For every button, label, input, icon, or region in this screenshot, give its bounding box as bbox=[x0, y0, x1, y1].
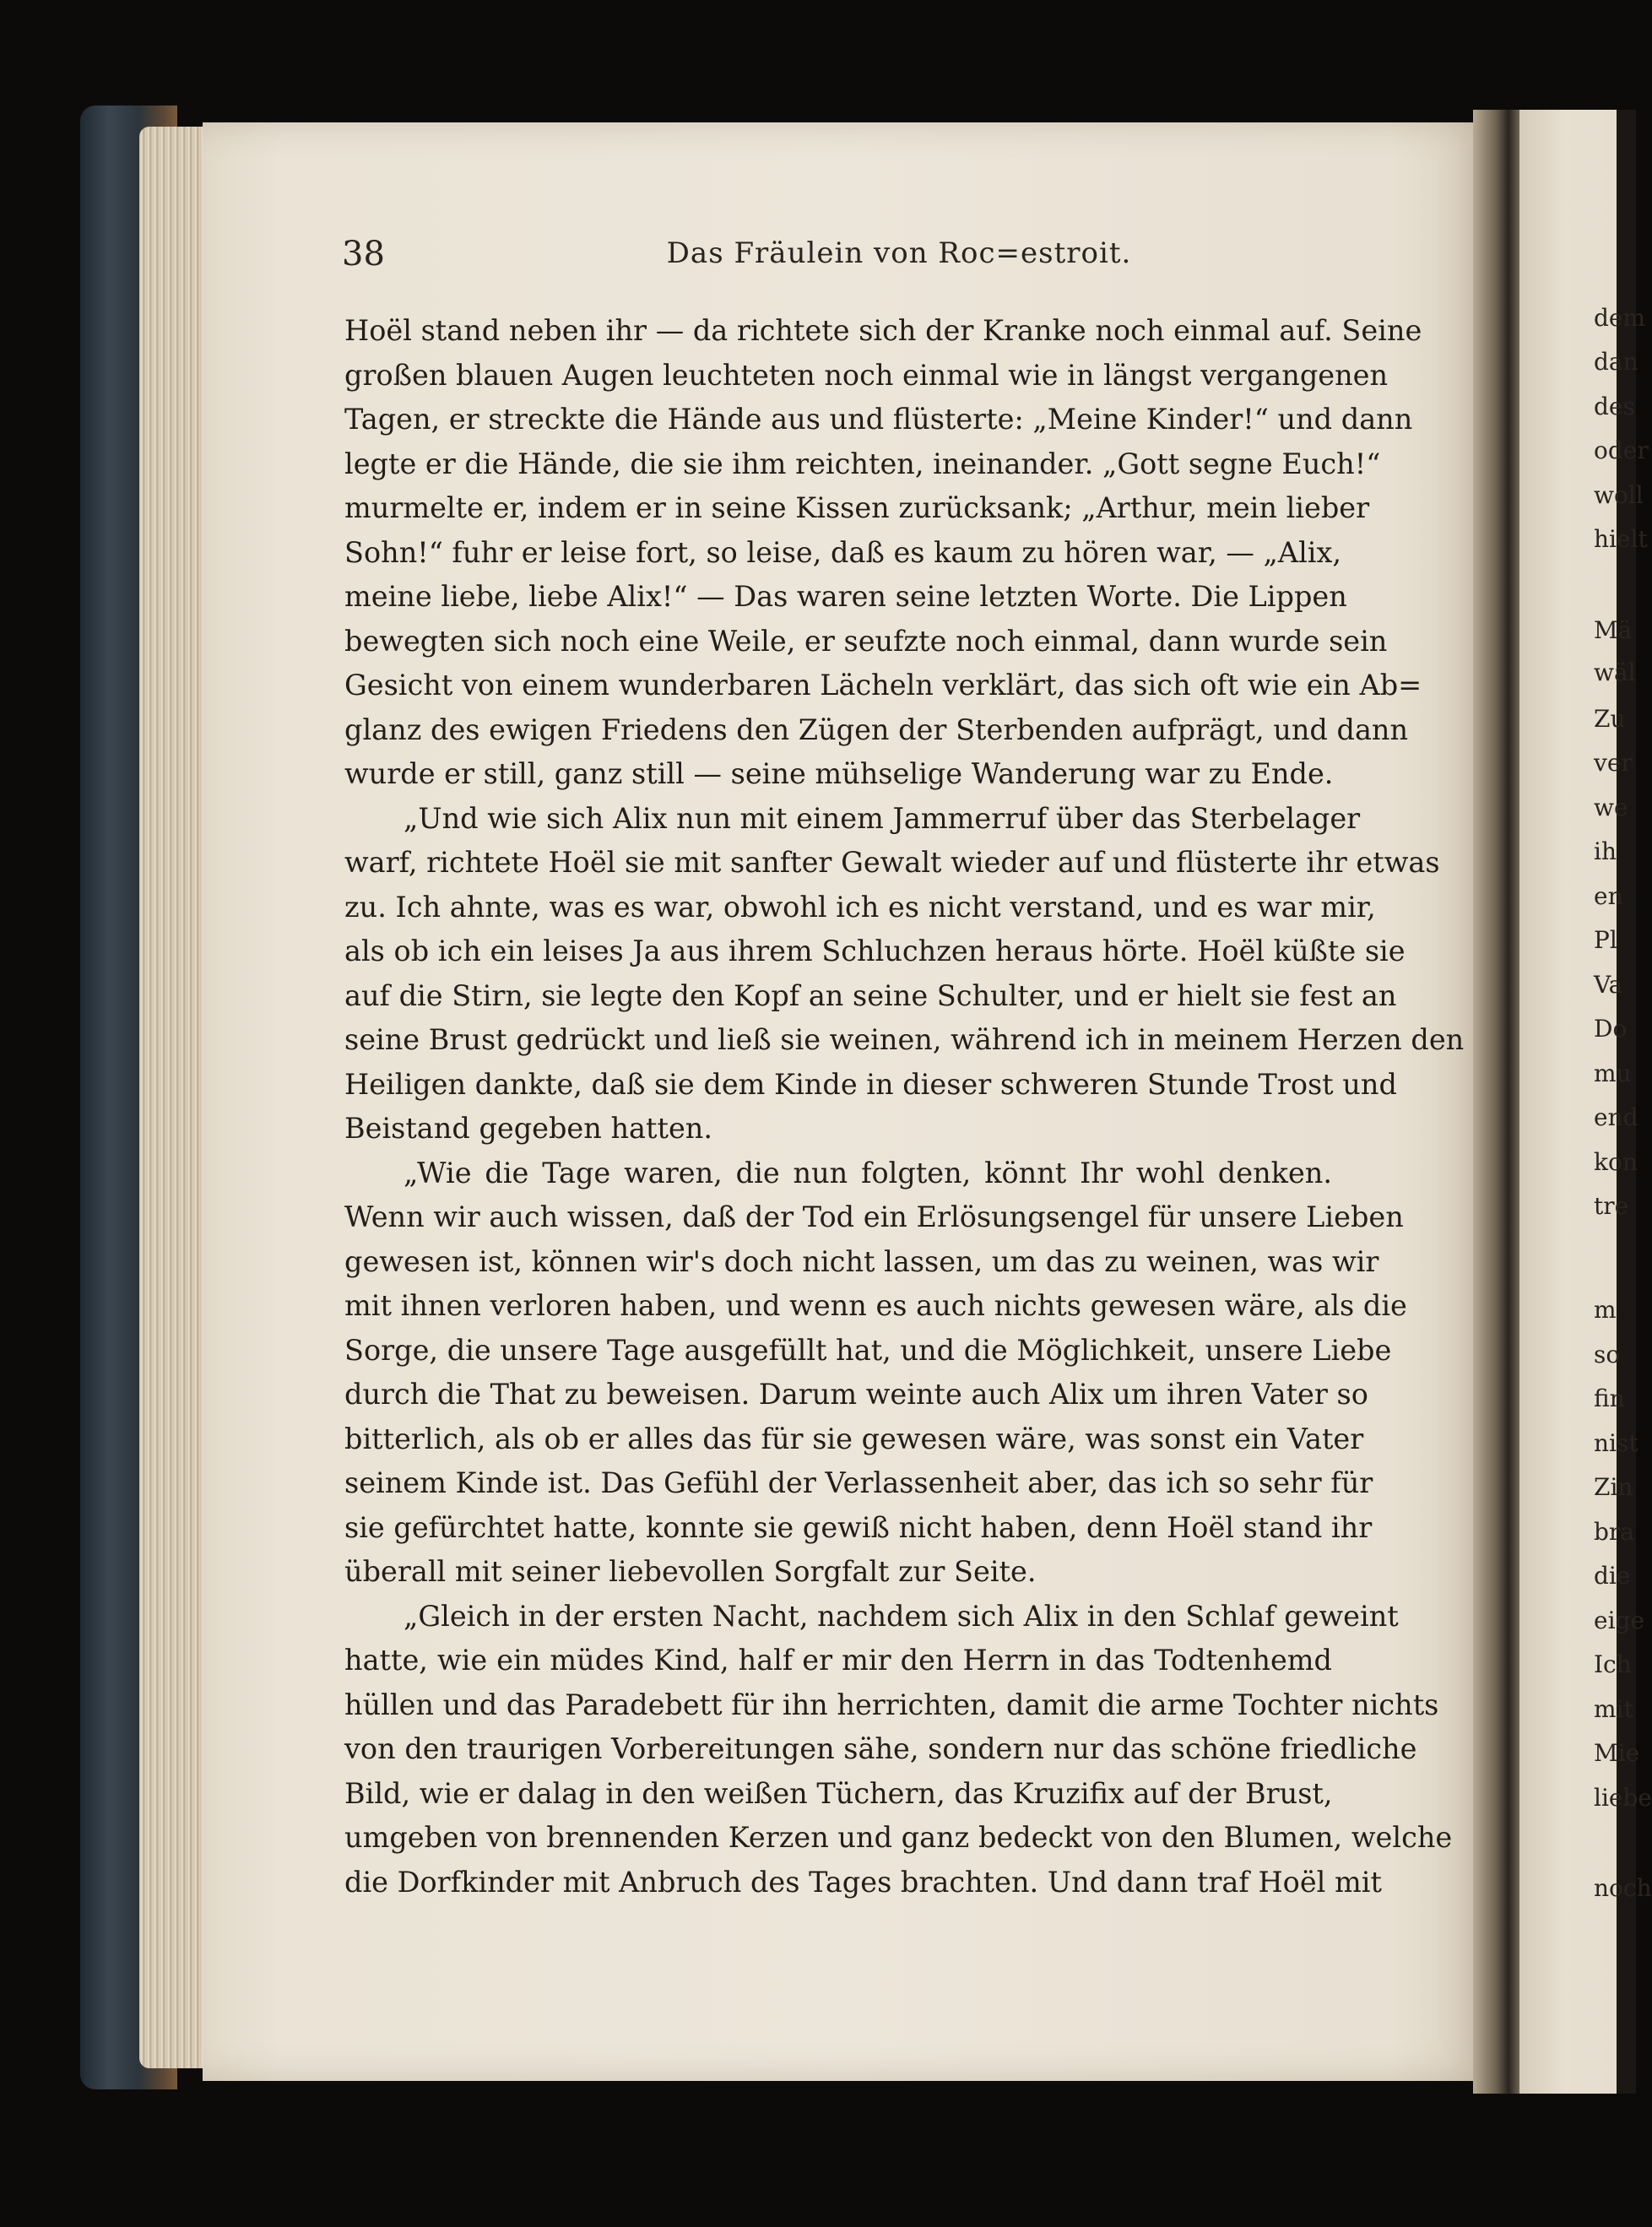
right-page-fragment: hielt bbox=[1594, 525, 1648, 553]
text-line: warf, richtete Hoël sie mit sanfter Gewalt wieder auf und flüsterte ihr etwas bbox=[344, 846, 1440, 879]
right-page-fragment: en bbox=[1594, 882, 1623, 910]
right-page-fragment: mu bbox=[1594, 1059, 1632, 1087]
right-page-fragment: noch bbox=[1594, 1874, 1652, 1902]
text-line: überall mit seiner liebevollen Sorgfalt zur Seite. bbox=[344, 1555, 1037, 1588]
text-line: legte er die Hände, die sie ihm reichten, ineinander. „Gott segne Euch!“ bbox=[344, 447, 1381, 480]
right-page-fragment: Mie bbox=[1594, 1739, 1640, 1767]
text-line: Tagen, er streckte die Hände aus und flüsterte: „Meine Kinder!“ und dann bbox=[344, 403, 1413, 436]
text-line: Beistand gegeben hatten. bbox=[344, 1112, 713, 1145]
text-line: zu. Ich ahnte, was es war, obwohl ich es nicht verstand, und es war mir, bbox=[344, 890, 1376, 924]
right-page-fragment: Pl bbox=[1594, 926, 1617, 954]
right-page-fragment: Do bbox=[1594, 1015, 1628, 1043]
running-title: Das Fräulein von Roc=estroit. bbox=[666, 236, 1132, 270]
right-page-fragment: fin bbox=[1594, 1384, 1625, 1412]
text-line: von den traurigen Vorbereitungen sähe, sondern nur das schöne friedliche bbox=[344, 1732, 1417, 1765]
text-line: Sohn!“ fuhr er leise fort, so leise, daß es kaum zu hören war, — „Alix, bbox=[344, 535, 1342, 569]
right-page-fragment: nist bbox=[1594, 1429, 1638, 1457]
right-page-fragment: dan bbox=[1594, 348, 1638, 376]
text-line: gewesen ist, können wir's doch nicht lassen, um das zu weinen, was wir bbox=[344, 1244, 1379, 1278]
right-page-fragment: Zin bbox=[1594, 1473, 1633, 1501]
text-line: auf die Stirn, sie legte den Kopf an seine Schulter, und er hielt sie fest an bbox=[344, 978, 1397, 1012]
text-line: großen blauen Augen leuchteten noch einmal wie in längst vergangenen bbox=[344, 358, 1389, 392]
right-page-fragment: die bbox=[1594, 1562, 1631, 1590]
right-page-fragment: bra bbox=[1594, 1518, 1635, 1546]
right-page-fragment: ih bbox=[1594, 837, 1617, 865]
text-line: „Und wie sich Alix nun mit einem Jammerruf über das Sterbelager bbox=[404, 801, 1361, 835]
text-line: seine Brust gedrückt und ließ sie weinen, während ich in meinem Herzen den bbox=[344, 1023, 1465, 1056]
text-line: „Gleich in der ersten Nacht, nachdem sich Alix in den Schlaf geweint bbox=[404, 1599, 1399, 1633]
right-page-fragment: liebe bbox=[1594, 1784, 1652, 1812]
right-page-fragment: wäl bbox=[1594, 658, 1636, 686]
text-line: mit ihnen verloren haben, und wenn es auch nichts gewesen wäre, als die bbox=[344, 1289, 1407, 1322]
right-page-fragment: tre bbox=[1594, 1192, 1629, 1220]
text-line: die Dorfkinder mit Anbruch des Tages brachten. Und dann traf Hoël mit bbox=[344, 1865, 1382, 1899]
text-line: bewegten sich noch eine Weile, er seufzte noch einmal, dann wurde sein bbox=[344, 624, 1388, 658]
text-line: bitterlich, als ob er alles das für sie gewesen wäre, was sonst ein Vater bbox=[344, 1422, 1364, 1455]
text-line: wurde er still, ganz still — seine mühselige Wanderung war zu Ende. bbox=[344, 757, 1334, 790]
right-page-fragment: we bbox=[1594, 794, 1628, 821]
page-number: 38 bbox=[342, 235, 385, 274]
right-page-fragment: Va bbox=[1594, 971, 1623, 999]
right-page-fragment: m bbox=[1594, 1296, 1617, 1324]
right-page-fragment: Mä bbox=[1594, 616, 1633, 644]
right-page-fragment: so bbox=[1594, 1341, 1621, 1368]
right-page-fragment: Ich bbox=[1594, 1650, 1632, 1678]
text-line: murmelte er, indem er in seine Kissen zurücksank; „Arthur, mein lieber bbox=[344, 491, 1370, 524]
text-line: Wenn wir auch wissen, daß der Tod ein Erlösungsengel für unsere Lieben bbox=[344, 1200, 1404, 1233]
book-gutter bbox=[1473, 110, 1524, 2094]
text-line: hüllen und das Paradebett für ihn herrichten, damit die arme Tochter nichts bbox=[344, 1688, 1439, 1721]
text-line: Gesicht von einem wunderbaren Lächeln verklärt, das sich oft wie ein Ab= bbox=[344, 669, 1422, 702]
right-page-fragment: ver bbox=[1594, 749, 1633, 777]
text-line: glanz des ewigen Friedens den Zügen der Sterbenden aufprägt, und dann bbox=[344, 713, 1409, 746]
right-page-fragment: Zu bbox=[1594, 705, 1626, 733]
text-line: umgeben von brennenden Kerzen und ganz bedeckt von den Blumen, welche bbox=[344, 1821, 1453, 1854]
right-page-fragment: dem bbox=[1594, 304, 1646, 332]
text-line: durch die That zu beweisen. Darum weinte auch Alix um ihren Vater so bbox=[344, 1378, 1368, 1411]
right-page-fragment: kon bbox=[1594, 1148, 1638, 1176]
text-line: sie gefürchtet hatte, konnte sie gewiß nicht haben, denn Hoël stand ihr bbox=[344, 1510, 1373, 1544]
text-line: hatte, wie ein müdes Kind, half er mir den Herrn in das Todtenhemd bbox=[344, 1644, 1332, 1677]
running-head bbox=[342, 235, 1372, 277]
body-text bbox=[344, 309, 1465, 1905]
text-line: Sorge, die unsere Tage ausgefüllt hat, und die Möglichkeit, unsere Liebe bbox=[344, 1333, 1392, 1367]
right-page-fragment: woll bbox=[1594, 481, 1644, 509]
text-line: Bild, wie er dalag in den weißen Tüchern, das Kruzifix auf der Brust, bbox=[344, 1776, 1333, 1810]
text-line: „Wie die Tage waren, die nun folgten, könnt Ihr wohl denken. bbox=[404, 1156, 1332, 1189]
right-page-fragment: mit bbox=[1594, 1695, 1633, 1723]
right-page-fragment: end bbox=[1594, 1103, 1638, 1131]
right-page-fragment: oder bbox=[1594, 436, 1649, 464]
text-line: Hoël stand neben ihr — da richtete sich der Kranke noch einmal auf. Seine bbox=[344, 314, 1422, 347]
text-line: als ob ich ein leises Ja aus ihrem Schluchzen heraus hörte. Hoël küßte sie bbox=[344, 935, 1406, 967]
right-page-fragment: des bbox=[1594, 393, 1635, 420]
text-line: meine liebe, liebe Alix!“ — Das waren seine letzten Worte. Die Lippen bbox=[344, 580, 1347, 613]
text-line: Heiligen dankte, daß sie dem Kinde in dieser schweren Stunde Trost und bbox=[344, 1067, 1397, 1101]
text-line: seinem Kinde ist. Das Gefühl der Verlassenheit aber, das ich so sehr für bbox=[344, 1466, 1373, 1499]
right-page-fragment: eige bbox=[1594, 1607, 1645, 1634]
